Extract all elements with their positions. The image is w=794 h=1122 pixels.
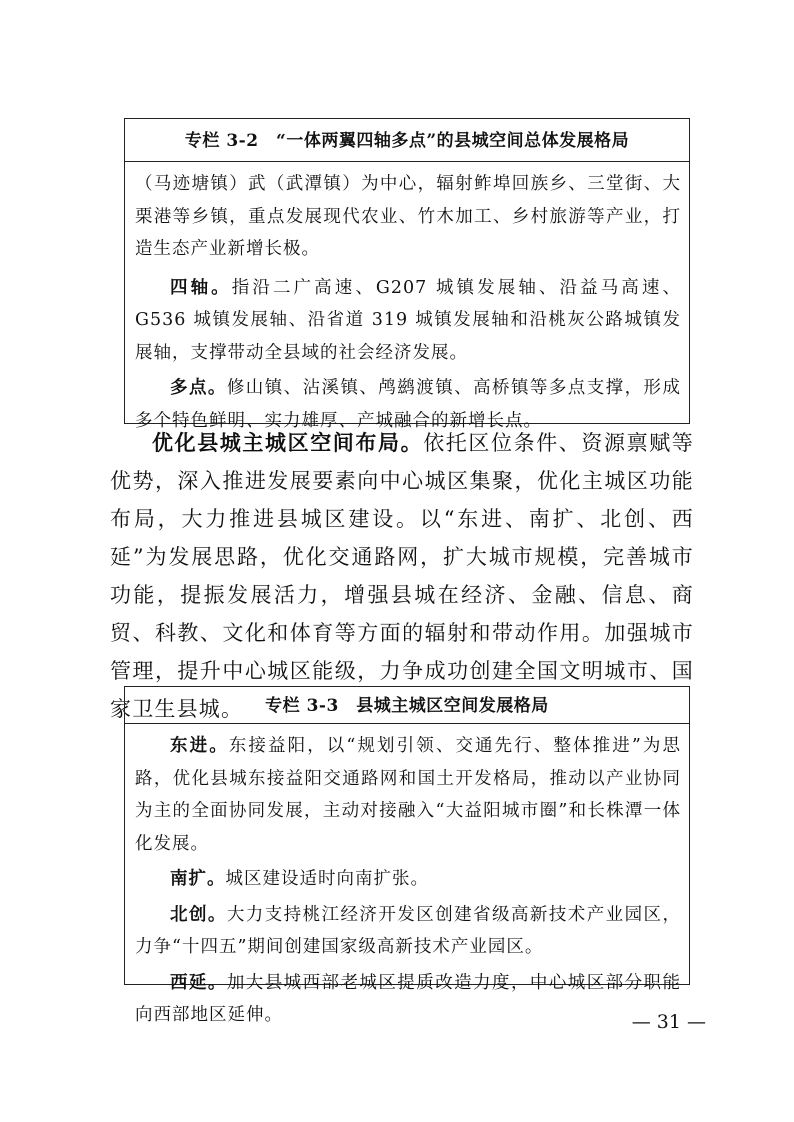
item-keyword: 四轴。 xyxy=(170,277,232,298)
continuation-paragraph: （马迹塘镇）武（武潭镇）为中心，辐射鲊埠回族乡、三堂街、大栗港等乡镇，重点发展现代农业、竹木加工、乡村旅游等产业，打造生态产业新增长极。 xyxy=(135,174,681,259)
item-text: 指沿二广高速、G207 城镇发展轴、沿益马高速、G536 城镇发展轴、沿省道 319 城镇发展轴和沿桃灰公路城镇发展轴，支撑带动全县域的社会经济发展。 xyxy=(135,277,681,363)
page-number: — 31 — xyxy=(631,1011,706,1033)
item-keyword: 西延。 xyxy=(170,972,227,993)
item-paragraph-north xyxy=(135,899,681,964)
item-text: 大力支持桃江经济开发区创建省级高新技术产业园区，力争“十四五”期间创建国家级高新技术产业园区。 xyxy=(135,904,681,957)
column-box-body xyxy=(125,724,689,1037)
item-keyword: 东进。 xyxy=(170,736,229,756)
column-box-title: 专栏 3-3 县城主城区空间发展格局 xyxy=(125,687,689,724)
item-paragraph-south xyxy=(135,863,681,896)
item-text: 城区建设适时向南扩张。 xyxy=(225,869,429,889)
item-paragraph-east xyxy=(135,730,681,860)
item-text: 加大县城西部老城区提质改造力度，中心城区部分职能向西部地区延伸。 xyxy=(135,972,681,1025)
item-paragraph-four-axes xyxy=(135,272,681,370)
item-keyword: 北创。 xyxy=(170,904,227,925)
item-text: 东接益阳，以“规划引领、交通先行、整体推进”为思路，优化县城东接益阳交通路网和国土开发格局，推动以产业协同为主的全面协同发展，主动对接融入“大益阳城市圈”和长株潭一体化发展。 xyxy=(135,736,681,854)
main-paragraph-keyword: 优化县城主城区空间布局。 xyxy=(152,430,424,455)
column-box-3-2 xyxy=(124,118,690,431)
column-box-title: 专栏 3-2 “一体两翼四轴多点”的县城空间总体发展格局 xyxy=(125,119,689,162)
item-paragraph-west xyxy=(135,967,681,1032)
main-paragraph-text: 依托区位条件、资源禀赋等优势，深入推进发展要素向中心城区集聚，优化主城区功能布局，大力推进县城区建设。以“东进、南扩、北创、西延”为发展思路，优化交通路网，扩大城市规模，完善城市功能，提振发展活力，增强县城在经济、金融、信息、商贸、科教、文化和体育等方面的辐射和带动作用。加强城市管理，提升中心城区能级，力争成功创建全国文明城市、国家卫生县城。 xyxy=(110,431,694,721)
main-paragraph xyxy=(110,424,694,728)
column-box-body xyxy=(125,162,689,442)
item-keyword: 南扩。 xyxy=(170,869,226,889)
item-keyword: 多点。 xyxy=(170,378,227,398)
item-text: 修山镇、沾溪镇、鸬鹚渡镇、高桥镇等多点支撑，形成多个特色鲜明、实力雄厚、产城融合的新增长点。 xyxy=(135,378,681,431)
